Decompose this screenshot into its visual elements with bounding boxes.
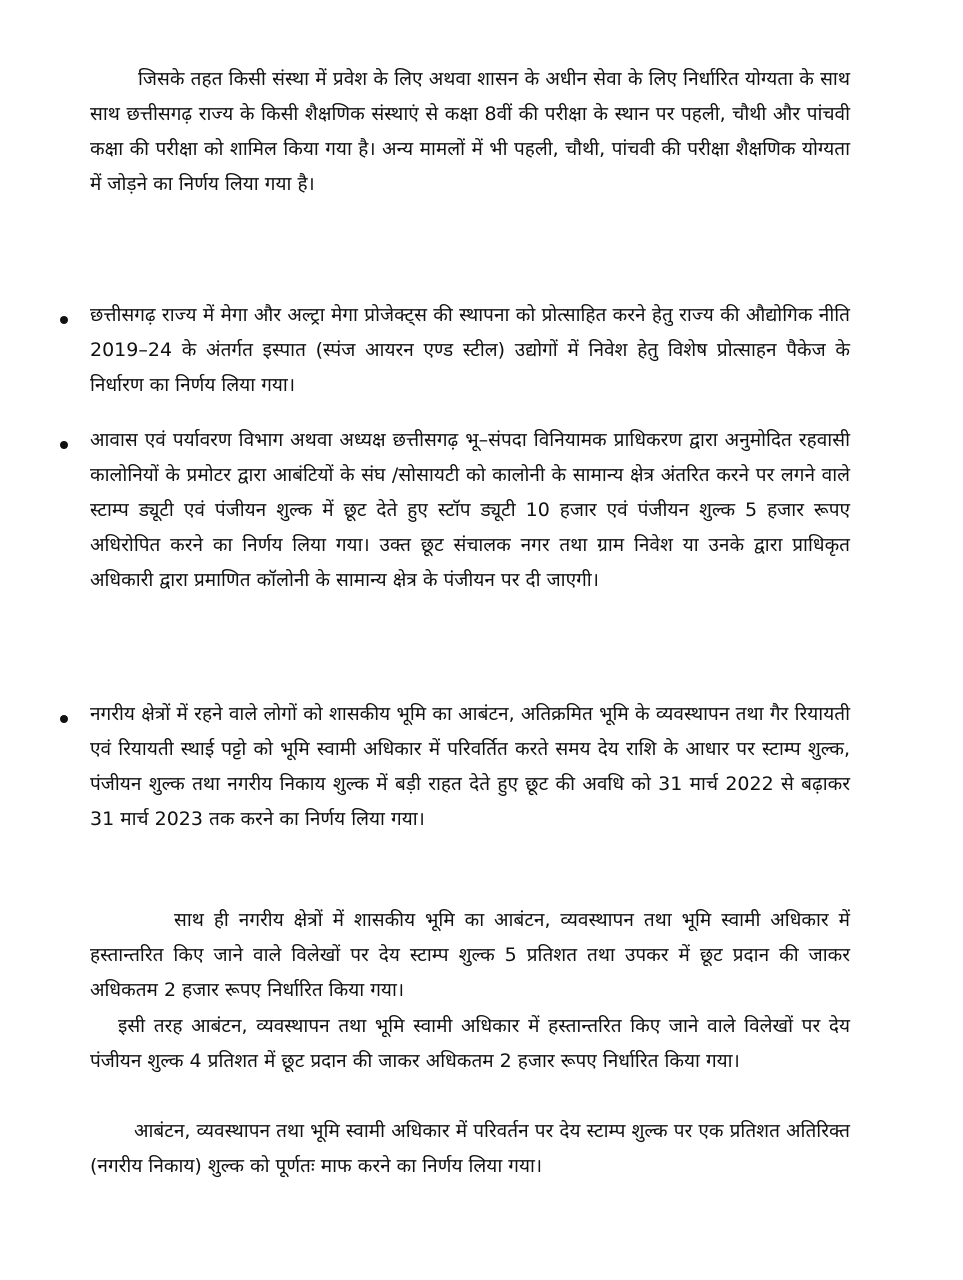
- closing-paragraph-municipal-fee: आबंटन, व्यवस्थापन तथा भूमि स्वामी अधिकार में परिवर्तन पर देय स्टाम्प शुल्क पर एक प्रतिशत अतिरिक्त (नगरीय निकाय) शुल्क को पूर्णतः माफ करने का निर्णय लिया गया।: [90, 1120, 850, 1177]
- closing-paragraph-registration-fee: इसी तरह आबंटन, व्यवस्थापन तथा भूमि स्वामी अधिकार में हस्तान्तरित किए जाने वाले विलेखों पर देय पंजीयन शुल्क 4 प्रतिशत में छूट प्रदान की जाकर अधिकतम 2 हजार रूपए निर्धारित किया गया।: [90, 1015, 850, 1072]
- bullet-marker: [60, 316, 68, 324]
- closing-paragraph-stamp-duty: साथ ही नगरीय क्षेत्रों में शासकीय भूमि का आबंटन, व्यवस्थापन तथा भूमि स्वामी अधिकार में हस्तान्तरित किए जाने वाले विलेखों पर देय स्टाम्प शुल्क 5 प्रतिशत तथा उपकर में छूट प्रदान की जाकर अधिकतम 2 हजार रूपए निर्धारित किया गया।: [90, 909, 850, 1001]
- bullet-item-colony-stamp-duty: आवास एवं पर्यावरण विभाग अथवा अध्यक्ष छत्तीसगढ़ भू–संपदा विनियामक प्राधिकरण द्वारा अनुमोदित रहवासी कालोनियों के प्रमोटर द्वारा आबंटियों के संघ /सोसायटी को कालोनी के सामान्य क्षेत्र अंतरित करने पर लगने वाले स्टाम्प ड्यूटी एवं पंजीयन शुल्क में छूट देते हुए स्टॉप ड्यूटी 10 हजार एवं पंजीयन शुल्क 5 हजार रूपए अधिरोपित करने का निर्णय लिया गया। उक्त छूट संचालक नगर तथा ग्राम निवेश या उनके द्वारा प्राधिकृत अधिकारी द्वारा प्रमाणित कॉलोनी के सामान्य क्षेत्र के पंजीयन पर दी जाएगी।: [90, 429, 850, 591]
- intro-paragraph: जिसके तहत किसी संस्था में प्रवेश के लिए अथवा शासन के अधीन सेवा के लिए निर्धारित योग्यता के साथ साथ छत्तीसगढ़ राज्य के किसी शैक्षणिक संस्थाएं से कक्षा 8वीं की परीक्षा के स्थान पर पहली, चौथी और पांचवी कक्षा की परीक्षा को शामिल किया गया है। अन्य मामलों में भी पहली, चौथी, पांचवी की परीक्षा शैक्षणिक योग्यता में जोड़ने का निर्णय लिया गया है।: [90, 68, 850, 195]
- bullet-marker: [60, 715, 68, 723]
- bullet-marker: [60, 441, 68, 449]
- bullet-item-industrial-policy: छत्तीसगढ़ राज्य में मेगा और अल्ट्रा मेगा प्रोजेक्ट्स की स्थापना को प्रोत्साहित करने हेतु राज्य की औद्योगिक नीति 2019–24 के अंतर्गत इस्पात (स्पंज आयरन एण्ड स्टील) उद्योगों में निवेश हेतु विशेष प्रोत्साहन पैकेज के निर्धारण का निर्णय लिया गया।: [90, 304, 850, 396]
- bullet-item-urban-land-relief: नगरीय क्षेत्रों में रहने वाले लोगों को शासकीय भूमि का आबंटन, अतिक्रमित भूमि के व्यवस्थापन तथा गैर रियायती एवं रियायती स्थाई पट्टो को भूमि स्वामी अधिकार में परिवर्तित करते समय देय राशि के आधार पर स्टाम्प शुल्क, पंजीयन शुल्क तथा नगरीय निकाय शुल्क में बड़ी राहत देते हुए छूट की अवधि को 31 मार्च 2022 से बढ़ाकर 31 मार्च 2023 तक करने का निर्णय लिया गया।: [90, 703, 850, 830]
